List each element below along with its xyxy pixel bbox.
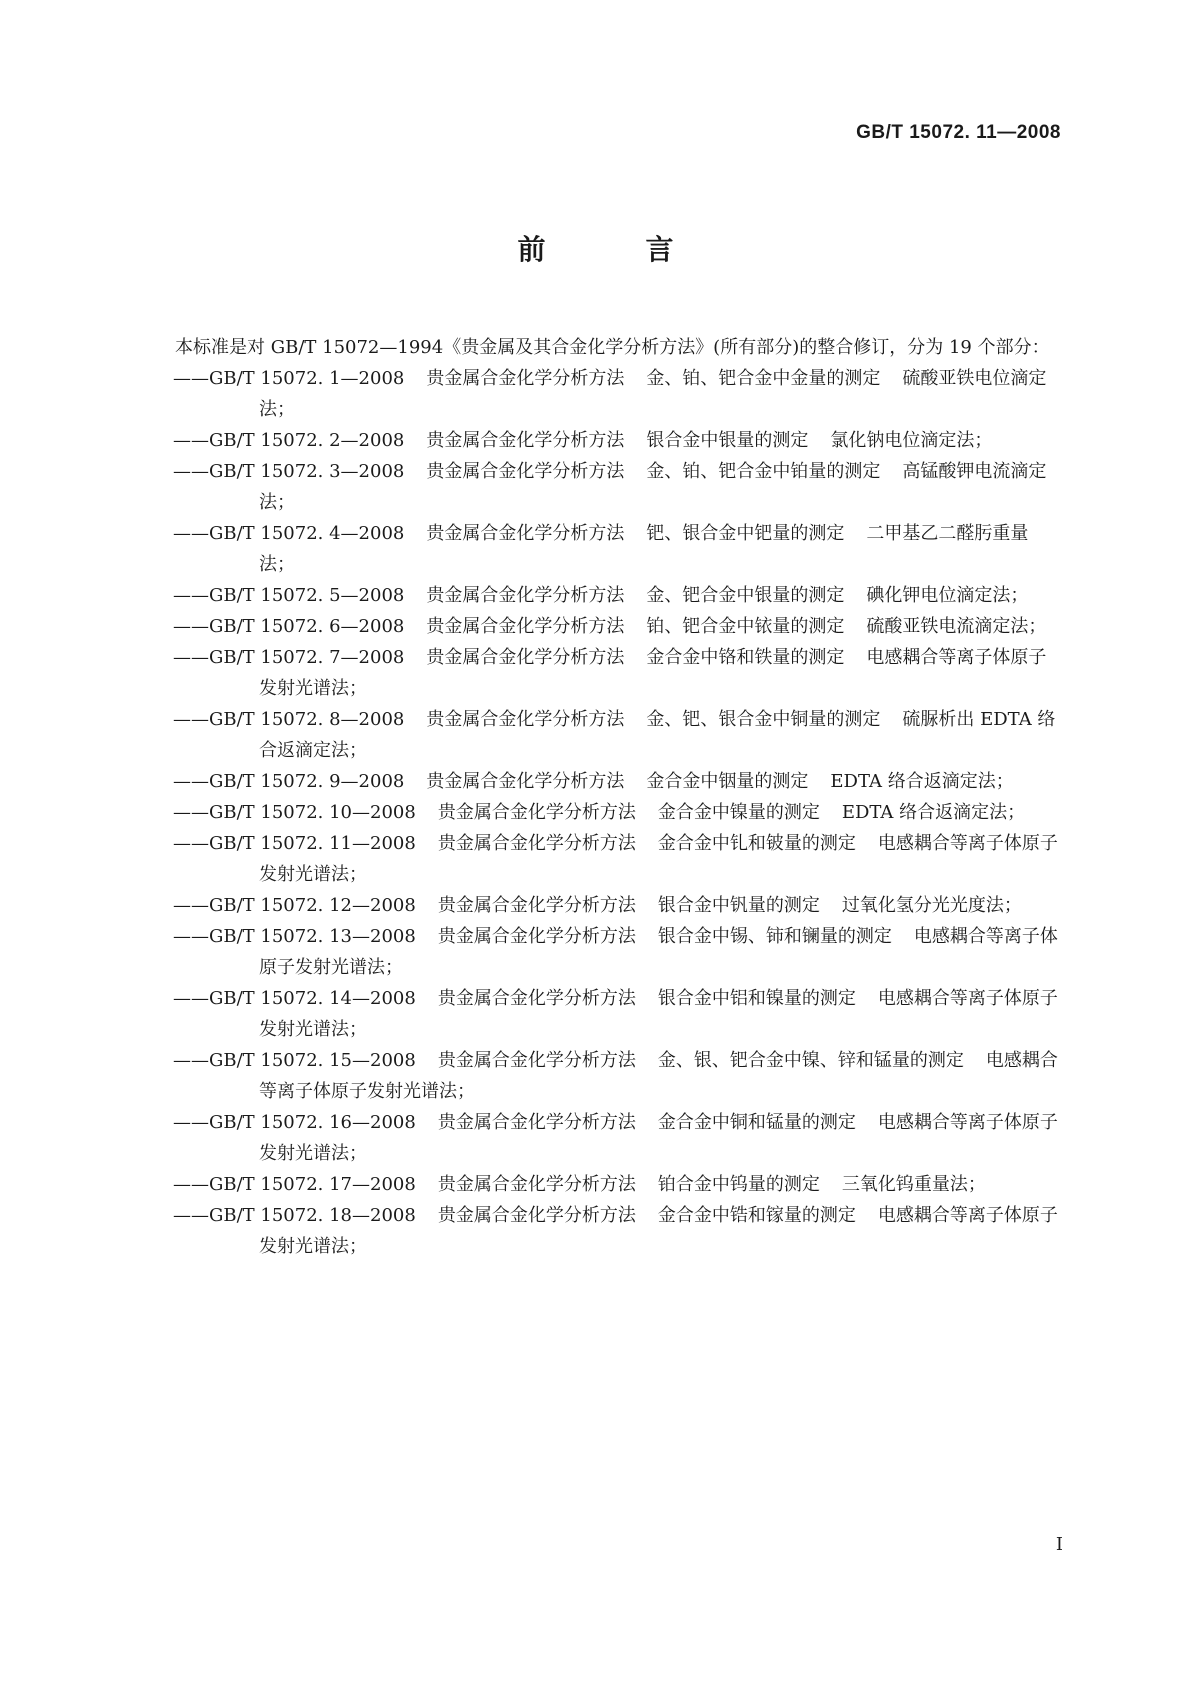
part-list [125,363,1061,1262]
part-scope: 金合金中镍量的测定 [657,802,820,823]
part-method: 电感耦合等离子体原子发射光谱法； [259,647,1047,699]
part-item [173,456,1061,518]
part-method: 电感耦合等离子体原子发射光谱法； [259,1112,1058,1164]
part-scope: 铂合金中钨量的测定 [657,1174,820,1195]
part-code: ——GB/T 15072. 7—2008 [173,647,405,668]
part-item [173,890,1061,921]
part-scope: 金合金中锆和镓量的测定 [657,1205,856,1226]
part-code: ——GB/T 15072. 4—2008 [173,523,405,544]
part-item [173,1200,1061,1262]
part-method: 三氧化钨重量法； [841,1174,986,1195]
part-scope: 金合金中铬和铁量的测定 [646,647,845,668]
part-code: ——GB/T 15072. 11—2008 [173,833,416,854]
part-item [173,828,1061,890]
part-item [173,1169,1061,1200]
part-method: 硫脲析出 EDTA 络合返滴定法； [259,709,1056,761]
part-item [173,425,1061,456]
part-code: ——GB/T 15072. 14—2008 [173,988,416,1009]
part-scope: 金、铂、钯合金中铂量的测定 [646,461,881,482]
part-method: 二甲基乙二醛肟重量法； [259,523,1029,575]
part-scope: 银合金中钒量的测定 [657,895,820,916]
part-scope: 金合金中钆和铍量的测定 [657,833,856,854]
part-code: ——GB/T 15072. 6—2008 [173,616,405,637]
part-item [173,580,1061,611]
part-series-title: 贵金属合金化学分析方法 [437,988,636,1009]
part-code: ——GB/T 15072. 15—2008 [173,1050,416,1071]
part-code: ——GB/T 15072. 8—2008 [173,709,405,730]
part-code: ——GB/T 15072. 18—2008 [173,1205,416,1226]
standard-code: GB/T 15072. 11—2008 [856,122,1061,143]
part-series-title: 贵金属合金化学分析方法 [437,802,636,823]
part-scope: 铂、钯合金中铱量的测定 [646,616,845,637]
part-item [173,1045,1061,1107]
part-scope: 金合金中铜和锰量的测定 [657,1112,856,1133]
page-number: I [1055,1534,1063,1555]
part-code: ——GB/T 15072. 12—2008 [173,895,416,916]
part-code: ——GB/T 15072. 3—2008 [173,461,405,482]
part-series-title: 贵金属合金化学分析方法 [426,709,625,730]
part-code: ——GB/T 15072. 17—2008 [173,1174,416,1195]
part-item [173,611,1061,642]
part-series-title: 贵金属合金化学分析方法 [426,461,625,482]
part-code: ——GB/T 15072. 10—2008 [173,802,416,823]
part-method: 电感耦合等离子体原子发射光谱法； [259,1050,1058,1102]
part-series-title: 贵金属合金化学分析方法 [426,647,625,668]
part-method: 碘化钾电位滴定法； [866,585,1029,606]
part-code: ——GB/T 15072. 1—2008 [173,368,405,389]
part-item [173,797,1061,828]
part-method: 电感耦合等离子体原子发射光谱法； [259,1205,1058,1257]
part-scope: 金合金中铟量的测定 [646,771,809,792]
part-item [173,921,1061,983]
part-item [173,1107,1061,1169]
part-method: 高锰酸钾电流滴定法； [259,461,1047,513]
part-code: ——GB/T 15072. 13—2008 [173,926,416,947]
part-series-title: 贵金属合金化学分析方法 [426,523,625,544]
part-series-title: 贵金属合金化学分析方法 [437,926,636,947]
part-method: 氯化钠电位滴定法； [830,430,993,451]
part-method: 电感耦合等离子体原子发射光谱法； [259,926,1058,978]
part-item [173,518,1061,580]
part-series-title: 贵金属合金化学分析方法 [437,1112,636,1133]
part-series-title: 贵金属合金化学分析方法 [426,616,625,637]
part-method: EDTA 络合返滴定法； [841,802,1026,823]
part-series-title: 贵金属合金化学分析方法 [437,833,636,854]
foreword-body [125,332,1061,1262]
part-scope: 金、铂、钯合金中金量的测定 [646,368,881,389]
part-scope: 银合金中铝和镍量的测定 [657,988,856,1009]
part-series-title: 贵金属合金化学分析方法 [426,368,625,389]
intro-paragraph: 本标准是对 GB/T 15072—1994《贵金属及其合金化学分析方法》(所有部分)的整合修订，分为 19 个部分： [175,337,1050,358]
part-code: ——GB/T 15072. 16—2008 [173,1112,416,1133]
part-series-title: 贵金属合金化学分析方法 [437,895,636,916]
part-item [173,704,1061,766]
part-method: 过氧化氢分光光度法； [841,895,1022,916]
part-scope: 金、银、钯合金中镍、锌和锰量的测定 [657,1050,964,1071]
part-code: ——GB/T 15072. 5—2008 [173,585,405,606]
part-scope: 银合金中银量的测定 [646,430,809,451]
part-scope: 钯、银合金中钯量的测定 [646,523,845,544]
part-scope: 银合金中锡、铈和镧量的测定 [657,926,892,947]
part-item [173,766,1061,797]
part-scope: 金、钯合金中银量的测定 [646,585,845,606]
part-item [173,363,1061,425]
part-series-title: 贵金属合金化学分析方法 [426,430,625,451]
part-series-title: 贵金属合金化学分析方法 [426,771,625,792]
page-title: 前 言 [517,233,710,266]
part-series-title: 贵金属合金化学分析方法 [437,1050,636,1071]
part-method: EDTA 络合返滴定法； [830,771,1014,792]
part-item [173,983,1061,1045]
part-series-title: 贵金属合金化学分析方法 [426,585,625,606]
part-series-title: 贵金属合金化学分析方法 [437,1205,636,1226]
part-method: 硫酸亚铁电流滴定法； [866,616,1047,637]
part-method: 电感耦合等离子体原子发射光谱法； [259,988,1058,1040]
part-series-title: 贵金属合金化学分析方法 [437,1174,636,1195]
part-item [173,642,1061,704]
part-code: ——GB/T 15072. 9—2008 [173,771,405,792]
part-scope: 金、钯、银合金中铜量的测定 [646,709,881,730]
part-code: ——GB/T 15072. 2—2008 [173,430,405,451]
part-method: 硫酸亚铁电位滴定法； [259,368,1047,420]
part-method: 电感耦合等离子体原子发射光谱法； [259,833,1058,885]
